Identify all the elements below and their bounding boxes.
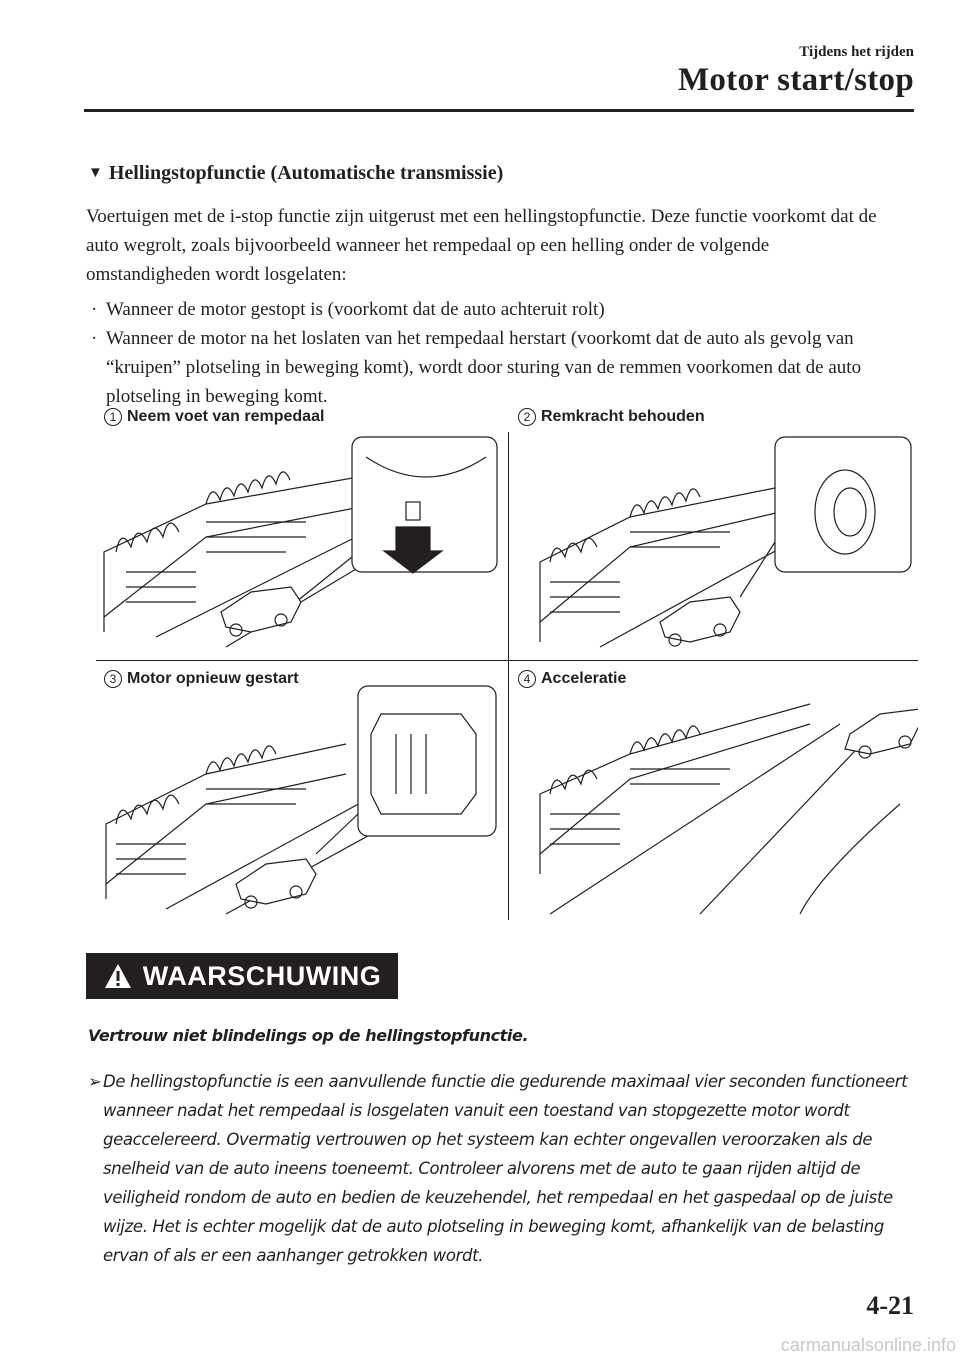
warning-text-block — [88, 1067, 908, 1270]
illustration-figure — [96, 402, 918, 922]
warning-label: WAARSCHUWING — [142, 960, 382, 991]
list-item-text: Wanneer de motor na het loslaten van het rempedaal herstart (voorkomt dat de auto als gevolg van “kruipen” plotseling in beweging komt), wordt door sturing van de remmen voorkomen dat de auto plotseling in beweging komt. — [106, 328, 862, 407]
list-item — [86, 324, 896, 411]
header-divider — [84, 109, 914, 112]
number-circle-icon: 3 — [104, 670, 122, 688]
section-heading — [88, 162, 503, 185]
panel-3-caption: Motor opnieuw gestart — [127, 670, 299, 687]
number-circle-icon: 1 — [104, 408, 122, 426]
watermark: carmanualsonline.info — [780, 1335, 956, 1355]
warning-triangle-icon — [103, 962, 133, 990]
warning-title: Vertrouw niet blindelings op de hellingstopfunctie. — [88, 1026, 529, 1045]
bullet-dot-icon: · — [91, 328, 98, 349]
bullet-list — [86, 295, 896, 411]
panel-1-label — [104, 408, 324, 426]
down-triangle-icon: ▼ — [88, 165, 103, 181]
list-item-text: Wanneer de motor gestopt is (voorkomt dat de auto achteruit rolt) — [106, 299, 605, 320]
panel-4-caption: Acceleratie — [541, 670, 627, 687]
intro-paragraph: Voertuigen met de i-stop functie zijn uitgerust met een hellingstopfunctie. Deze functie voorkomt dat de auto wegrolt, zoals bijvoorbeeld wanneer het rempedaal op een helling onder de volgende omstandigheden wordt losgelaten: — [86, 206, 877, 285]
number-circle-icon: 2 — [518, 408, 536, 426]
page-number: 4-21 — [866, 1291, 914, 1320]
list-item — [86, 295, 896, 324]
warning-body: De hellingstopfunctie is een aanvullende functie die gedurende maximaal vier seconden functioneert wanneer nadat het rempedaal is losgelaten vanuit een toestand van stopgezette motor wordt geaccelereerd. Overmatig vertrouwen op het systeem kan echter ongevallen veroorzaken als de snelheid van de auto ineens toeneemt. Controleer alvorens met de auto te gaan rijden altijd de veiligheid rondom de auto en bedien de keuzehendel, het rempedaal en het gaspedaal op de juiste wijze. Het is echter mogelijk dat de auto plotseling in beweging komt, afhankelijk van de belasting ervan of als er een aanhanger getrokken wordt. — [103, 1072, 908, 1265]
arrow-bullet-icon: ➢ — [88, 1072, 102, 1091]
panel-1-caption: Neem voet van rempedaal — [127, 408, 325, 425]
figure-divider-horizontal — [96, 660, 918, 661]
warning-banner — [86, 953, 398, 999]
header-section-label: Tijdens het rijden — [799, 44, 914, 60]
panel-2-caption: Remkracht behouden — [541, 408, 705, 425]
number-circle-icon: 4 — [518, 670, 536, 688]
bullet-dot-icon: · — [91, 299, 98, 320]
hill-stop-illustration-hold-brake — [510, 432, 918, 657]
figure-divider-vertical — [508, 432, 509, 920]
hill-stop-illustration-engine-restart — [96, 684, 506, 920]
page-title: Motor start/stop — [677, 62, 914, 98]
section-heading-text: Hellingstopfunctie (Automatische transmissie) — [108, 162, 504, 184]
panel-2-label — [518, 408, 705, 426]
hill-stop-illustration-release-brake — [96, 432, 506, 657]
hill-stop-illustration-acceleration — [510, 684, 918, 920]
